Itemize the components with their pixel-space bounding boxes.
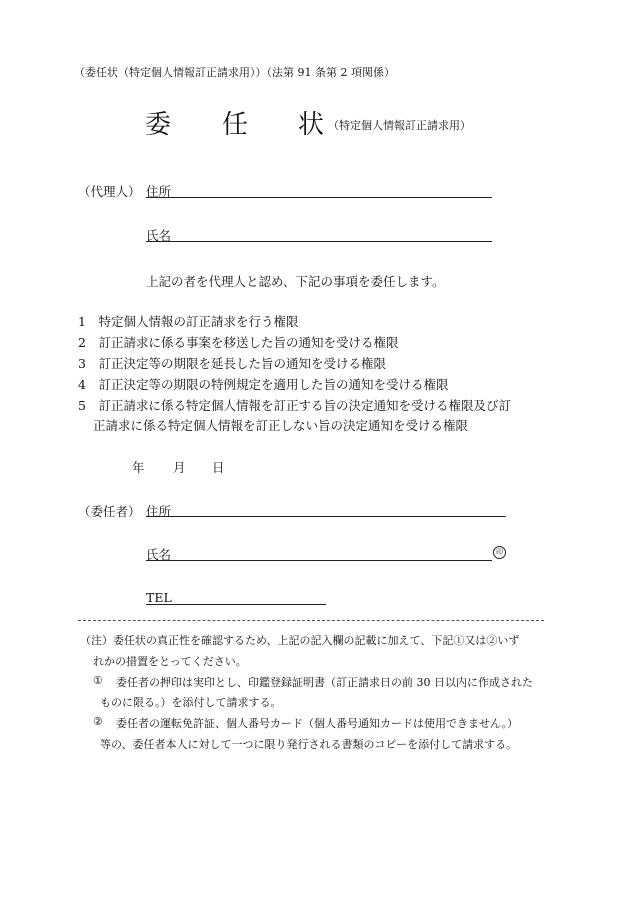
list-item — [78, 354, 386, 372]
note-2-line-2: 等の、委任者本人に対して一つに限り発行される書類のコピーを添付して請求する。 — [100, 738, 518, 751]
list-item — [78, 396, 511, 414]
date-month-label: 月 — [173, 460, 186, 475]
list-item — [78, 333, 398, 351]
item-text: 訂正請求に係る特定個人情報を訂正する旨の決定通知を受ける権限及び訂 — [98, 398, 511, 413]
principal-name-label: 氏名 — [146, 547, 172, 562]
title-char-3: 状 — [298, 110, 325, 140]
notes-intro-line-2: れかの措置をとってください。 — [93, 655, 247, 668]
item-number: 1 — [78, 314, 86, 329]
title-char-1: 委 — [145, 110, 172, 140]
agent-role-label: （代理人） — [78, 184, 141, 199]
item-number: 2 — [78, 335, 86, 350]
principal-tel-label: TEL — [146, 590, 172, 605]
note-1-line-2: ものに限る。）を添付して請求する。 — [100, 696, 282, 709]
agent-name-field[interactable] — [146, 241, 492, 242]
agent-name-label: 氏名 — [146, 228, 172, 243]
title-subtitle: （特定個人情報訂正請求用） — [328, 119, 471, 132]
notes-intro-line-1: （注）委任状の真正性を確認するため、上記の記入欄の記載に加えて、下記①又は②いず — [80, 634, 520, 647]
item-text: 訂正請求に係る事案を移送した旨の通知を受ける権限 — [98, 335, 399, 350]
date-day-label: 日 — [212, 460, 225, 475]
item-number: 5 — [78, 398, 86, 413]
agent-address-field[interactable] — [146, 197, 492, 198]
section-divider — [78, 620, 544, 621]
note-1-marker: ① — [93, 674, 103, 687]
item-text: 訂正決定等の期限の特例規定を適用した旨の通知を受ける権限 — [98, 377, 449, 392]
item-number: 4 — [78, 377, 86, 392]
item-number: 3 — [78, 356, 86, 371]
principal-tel-field[interactable] — [146, 604, 326, 605]
principal-address-field[interactable] — [146, 516, 506, 517]
item-text: 特定個人情報の訂正請求を行う権限 — [98, 314, 299, 329]
principal-role-label: （委任者） — [78, 504, 141, 519]
principal-address-label: 住所 — [146, 504, 172, 519]
note-2-marker: ② — [93, 715, 103, 728]
list-item — [78, 312, 298, 330]
item-text: 訂正決定等の期限を延長した旨の通知を受ける権限 — [98, 356, 386, 371]
delegation-statement: 上記の者を代理人と認め、下記の事項を委任します。 — [146, 274, 445, 289]
seal-mark-icon: 印 — [493, 546, 506, 559]
agent-address-label: 住所 — [146, 184, 172, 199]
note-1-line-1: 委任者の押印は実印とし、印鑑登録証明書（訂正請求日の前 30 日以内に作成された — [116, 676, 533, 689]
list-item-continuation: 正請求に係る特定個人情報を訂正しない旨の決定通知を受ける権限 — [93, 418, 469, 433]
title-char-2: 任 — [222, 110, 249, 140]
note-2-line-1: 委任者の運転免許証、個人番号カード（個人番号通知カードは使用できません。） — [116, 717, 519, 730]
date-year-label: 年 — [132, 460, 145, 475]
principal-name-field[interactable] — [146, 560, 492, 561]
list-item — [78, 375, 448, 393]
header-note: （委任状（特定個人情報訂正請求用））（法第 91 条第 2 項関係） — [74, 66, 395, 79]
